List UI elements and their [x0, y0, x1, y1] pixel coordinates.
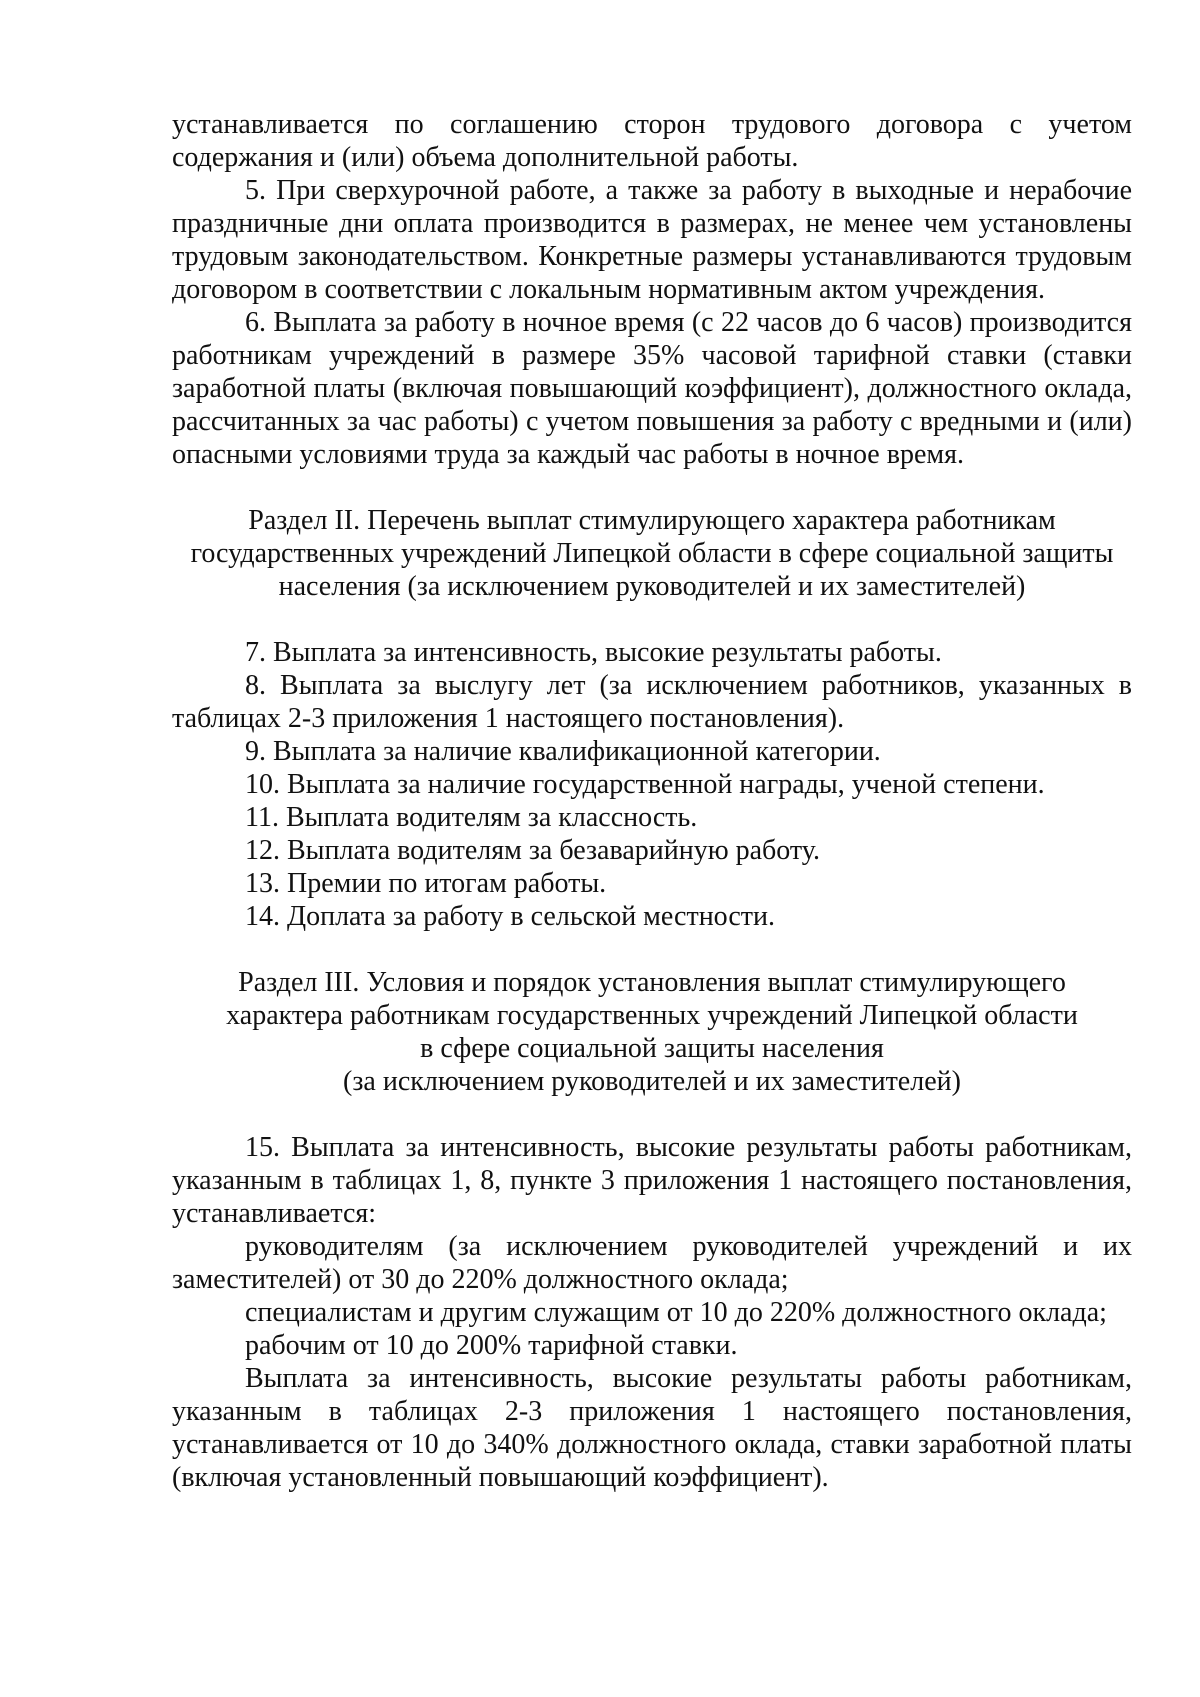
clause-12: 12. Выплата водителям за безаварийную работу. — [245, 835, 820, 866]
section-2-heading-line-2: государственных учреждений Липецкой области в сфере социальной защиты — [190, 538, 1114, 569]
clause-10: 10. Выплата за наличие государственной награды, ученой степени. — [245, 769, 1045, 800]
section-3-heading-line-2: характера работникам государственных учреждений Липецкой области — [226, 1000, 1078, 1031]
clause-7: 7. Выплата за интенсивность, высокие результаты работы. — [245, 637, 942, 668]
clause-15-tables-2-3: Выплата за интенсивность, высокие результаты работы работникам, указанным в таблицах 2-3 приложения 1 настоящего постановления, устанавливается от 10 до 340% должностного оклада, ставки заработной платы (включая установленный повышающий коэффициент). — [172, 1363, 1132, 1493]
clause-15: 15. Выплата за интенсивность, высокие результаты работы работникам, указанным в таблицах 1, 8, пункте 3 приложения 1 настоящего постановления, устанавливается: — [172, 1132, 1132, 1229]
section-2-heading — [172, 504, 1132, 603]
clause-8: 8. Выплата за выслугу лет (за исключением работников, указанных в таблицах 2-3 приложения 1 настоящего постановления). — [172, 670, 1132, 734]
clause-5: 5. При сверхурочной работе, а также за работу в выходные и нерабочие праздничные дни оплата производится в размерах, не менее чем установлены трудовым законодательством. Конкретные размеры устанавливаются трудовым договором в соответствии с локальным нормативным актом учреждения. — [172, 175, 1132, 305]
clause-11: 11. Выплата водителям за классность. — [245, 802, 698, 833]
section-3-heading-line-4: (за исключением руководителей и их заместителей) — [343, 1066, 961, 1097]
clause-9: 9. Выплата за наличие квалификационной категории. — [245, 736, 881, 767]
section-3-heading-line-3: в сфере социальной защиты населения — [420, 1033, 884, 1064]
clause-15-workers: рабочим от 10 до 200% тарифной ставки. — [245, 1330, 738, 1361]
section-3-heading — [172, 966, 1132, 1098]
section-2-heading-line-3: населения (за исключением руководителей и их заместителей) — [278, 571, 1026, 602]
continuation-paragraph: устанавливается по соглашению сторон трудового договора с учетом содержания и (или) объема дополнительной работы. — [172, 109, 1132, 173]
clause-6: 6. Выплата за работу в ночное время (с 22 часов до 6 часов) производится работникам учреждений в размере 35% часовой тарифной ставки (ставки заработной платы (включая повышающий коэффициент), должностного оклада, рассчитанных за час работы) с учетом повышения за работу с вредными и (или) опасными условиями труда за каждый час работы в ночное время. — [172, 307, 1132, 470]
section-3-heading-line-1: Раздел III. Условия и порядок установления выплат стимулирующего — [238, 967, 1066, 998]
clause-15-specialists: специалистам и другим служащим от 10 до 220% должностного оклада; — [245, 1297, 1107, 1328]
clause-14: 14. Доплата за работу в сельской местности. — [245, 901, 776, 932]
document-page — [172, 108, 1132, 1494]
section-2-heading-line-1: Раздел II. Перечень выплат стимулирующего характера работникам — [248, 505, 1056, 536]
clause-15-managers: руководителям (за исключением руководителей учреждений и их заместителей) от 30 до 220% должностного оклада; — [172, 1231, 1132, 1295]
clause-13: 13. Премии по итогам работы. — [245, 868, 607, 899]
